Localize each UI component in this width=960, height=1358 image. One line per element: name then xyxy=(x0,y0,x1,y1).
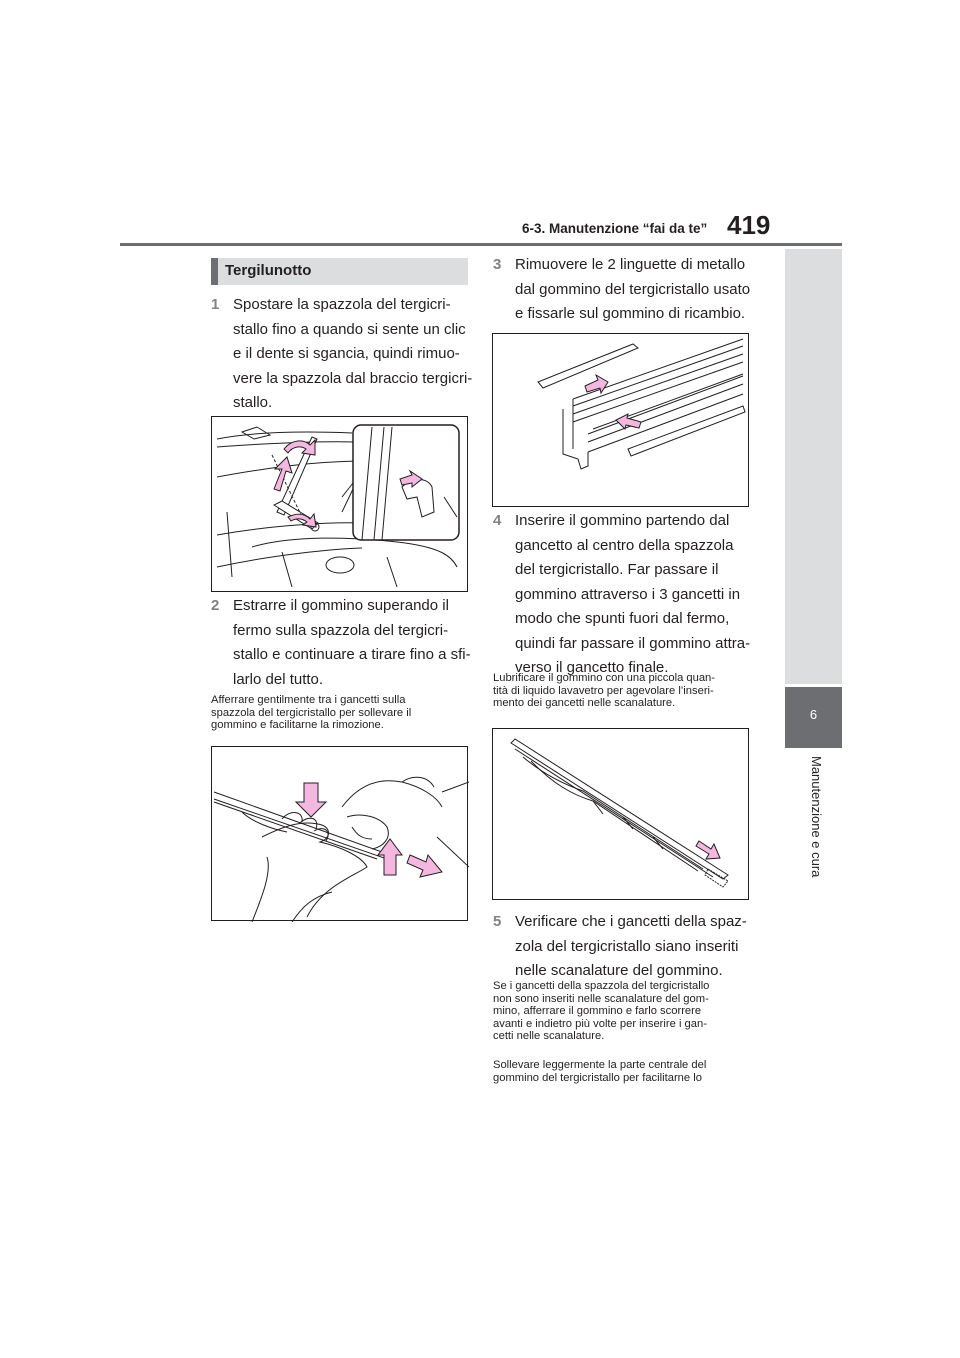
step-number: 3 xyxy=(493,256,502,273)
step-2-note xyxy=(211,694,471,732)
step-line: modo che spunti fuori dal fermo, xyxy=(515,610,730,627)
note-line: Se i gancetti della spazzola del tergicristallo xyxy=(493,980,710,992)
section-title-box xyxy=(211,258,468,285)
step-line: zola del tergicristallo siano inseriti xyxy=(515,937,739,955)
page-number: 419 xyxy=(727,210,771,240)
figure-rubber-extraction xyxy=(211,746,468,921)
step-4 xyxy=(493,509,763,679)
chapter-tab-background xyxy=(785,249,842,684)
step-line: stallo fino a quando si sente un clic xyxy=(233,320,466,338)
step-line: Verificare che i gancetti della spaz- xyxy=(515,913,747,930)
step-line: Rimuovere le 2 linguette di metallo xyxy=(515,256,746,273)
note-line: mino, afferrare il gommino e farlo scorrere xyxy=(493,1005,702,1018)
note-line: gommino e facilitarne la rimozione. xyxy=(211,719,384,732)
step-text xyxy=(515,253,750,327)
step-number: 2 xyxy=(211,597,220,614)
step-line: nelle scanalature del gommino. xyxy=(515,962,723,979)
step-1 xyxy=(211,293,471,418)
step-line: del tergicristallo. Far passare il xyxy=(515,561,719,578)
step-line: e il dente si sgancia, quindi rimuo- xyxy=(233,345,460,362)
step-number: 5 xyxy=(493,913,502,930)
note-line: Lubrificare il gommino con una piccola quan- xyxy=(493,672,716,684)
step-line: vere la spazzola dal braccio tergicri- xyxy=(233,369,473,387)
note-line: cetti nelle scanalature. xyxy=(493,1030,605,1043)
wiper-blade-illustration xyxy=(493,729,750,901)
step-2 xyxy=(211,594,471,694)
note-line: non sono inseriti nelle scanalature del gom- xyxy=(493,992,709,1005)
note-line: spazzola del tergicristallo per sollevare il xyxy=(211,706,412,719)
step-text xyxy=(233,594,471,692)
step-line: gancetto al centro della spazzola xyxy=(515,536,734,554)
step-line: e fissarle sul gommino di ricambio. xyxy=(515,305,746,322)
rear-wiper-illustration xyxy=(212,417,469,593)
step-3 xyxy=(493,253,763,328)
step-text xyxy=(233,293,472,416)
step-text xyxy=(515,509,750,681)
step-number: 1 xyxy=(211,296,220,313)
figure-rear-wiper-removal xyxy=(211,416,468,592)
step-line: fermo sulla spazzola del tergicri- xyxy=(233,621,449,639)
note-line: gommino del tergicristallo per facilitarne lo xyxy=(493,1071,702,1084)
chapter-number-tab[interactable]: 6 xyxy=(785,687,842,748)
note-line: Afferrare gentilmente tra i gancetti sulla xyxy=(211,694,406,706)
section-title-bar xyxy=(211,258,218,285)
step-line: verso il gancetto finale. xyxy=(515,659,669,676)
note-line: avanti e indietro più volte per inserire i gan- xyxy=(493,1017,707,1030)
step-line: quindi far passare il gommino attra- xyxy=(515,634,751,652)
metal-strips-illustration xyxy=(493,334,750,508)
step-line: stallo. xyxy=(233,394,273,411)
step-line: dal gommino del tergicristallo usato xyxy=(515,280,751,298)
step-line: gommino attraverso i 3 gancetti in xyxy=(515,585,741,603)
step-5 xyxy=(493,910,763,985)
section-title: Tergilunotto xyxy=(225,262,312,279)
header-rule xyxy=(120,243,842,246)
step-line: Inserire il gommino partendo dal xyxy=(515,512,730,529)
step-line: Spostare la spazzola del tergicri- xyxy=(233,296,451,313)
step-number: 4 xyxy=(493,512,502,529)
step-4-note xyxy=(493,672,753,710)
chapter-label-text: Manutenzione e cura xyxy=(809,756,824,878)
note-line: Sollevare leggermente la parte centrale del xyxy=(493,1059,707,1071)
figure-rubber-insertion xyxy=(492,728,749,900)
hands-rubber-illustration xyxy=(212,747,469,922)
note-line: tità di liquido lavavetro per agevolare l’inseri- xyxy=(493,684,714,697)
step-line: stallo e continuare a tirare fino a sfi- xyxy=(233,646,471,663)
step-5-note xyxy=(493,980,753,1043)
running-header-section: 6-3. Manutenzione “fai da te” xyxy=(522,221,708,236)
chapter-label xyxy=(785,750,842,950)
step-5-note-2 xyxy=(493,1059,753,1084)
step-line: larlo del tutto. xyxy=(233,670,324,688)
step-line: Estrarre il gommino superando il xyxy=(233,597,449,614)
figure-metal-strips xyxy=(492,333,749,507)
note-line: mento dei gancetti nelle scanalature. xyxy=(493,697,676,710)
step-text xyxy=(515,910,747,984)
